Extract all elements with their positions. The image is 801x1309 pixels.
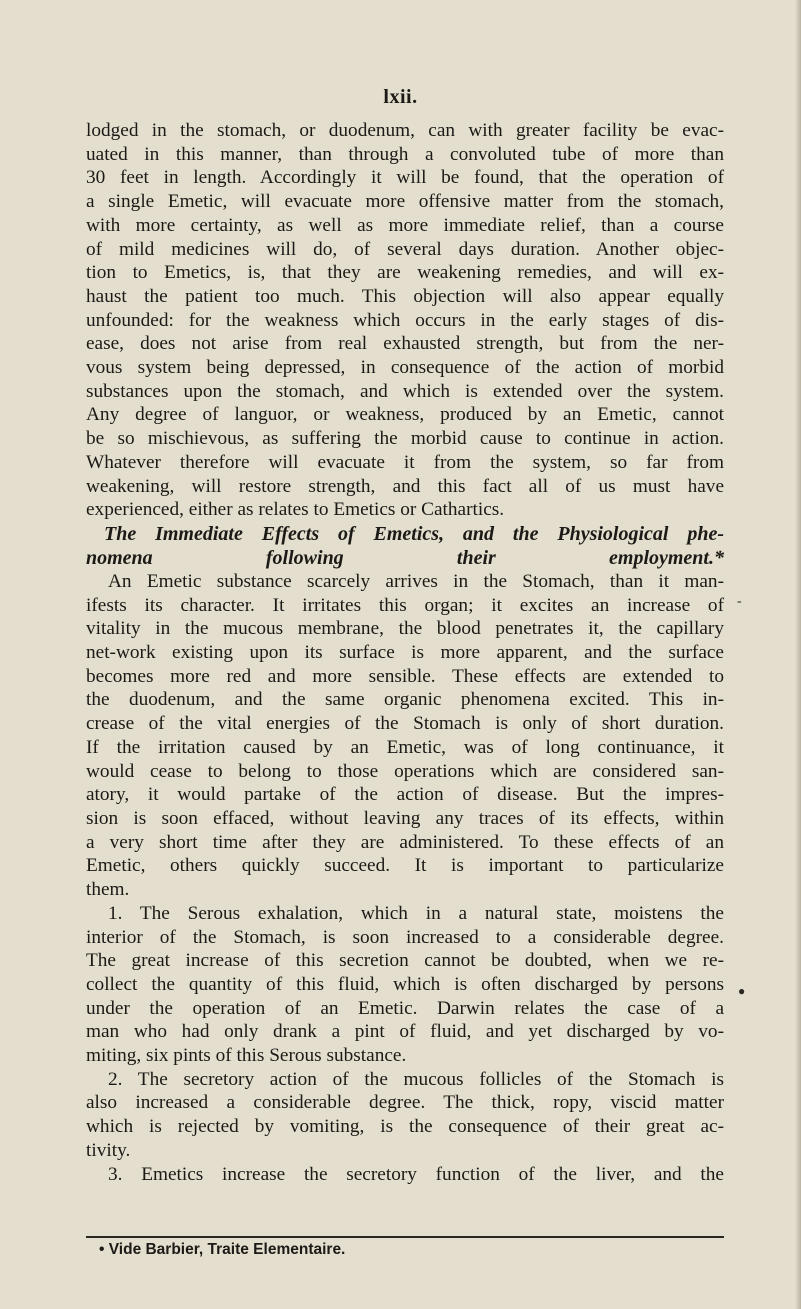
text-line: 1. The Serous exhalation, which in a natural state, moistens the (108, 902, 724, 924)
text-line: weakening, will restore strength, and this fact all of us must have (86, 475, 724, 497)
margin-dash-mark: - (737, 594, 742, 609)
text-line: interior of the Stomach, is soon increased to a considerable degree. (86, 926, 724, 948)
text-line: also increased a considerable degree. The thick, ropy, viscid matter (86, 1092, 724, 1114)
section-heading-line-2: nomena following their employment.* (86, 546, 724, 569)
text-line: lodged in the stomach, or duodenum, can with greater facility be evac- (86, 120, 724, 141)
page-number: lxii. (383, 86, 418, 108)
margin-dot-mark: ● (738, 984, 746, 998)
footnote-rule (86, 1236, 724, 1238)
text-line: The great increase of this secretion cannot be doubted, when we re- (86, 950, 724, 972)
text-line: tion to Emetics, is, that they are weakening remedies, and will ex- (86, 262, 724, 284)
text-line: substances upon the stomach, and which is extended over the system. (86, 380, 724, 402)
text-line: with more certainty, as well as more immediate relief, than a course (86, 214, 724, 236)
text-line: would cease to belong to those operations which are considered san- (86, 760, 724, 782)
text-line: man who had only drank a pint of fluid, and yet discharged by vo- (86, 1021, 724, 1043)
text-line: them. (86, 879, 130, 901)
text-line: haust the patient too much. This objection will also appear equally (86, 285, 724, 307)
text-line: If the irritation caused by an Emetic, was of long continuance, it (86, 736, 724, 758)
text-line: under the operation of an Emetic. Darwin relates the case of a (86, 997, 724, 1019)
footnote: • Vide Barbier, Traite Elementaire. (99, 1241, 346, 1258)
text-line: miting, six pints of this Serous substance. (86, 1045, 407, 1067)
text-line: uated in this manner, than through a convoluted tube of more than (86, 143, 724, 165)
text-line: ifests its character. It irritates this organ; it excites an increase of (86, 594, 724, 616)
paragraph-4 (86, 1068, 724, 1163)
text-line: the duodenum, and the same organic phenomena excited. This in- (86, 689, 724, 711)
page-edge-shadow (795, 0, 801, 1309)
text-line: 30 feet in length. Accordingly it will be found, that the operation of (86, 167, 724, 189)
text-line: atory, it would partake of the action of disease. But the impres- (86, 784, 724, 806)
text-line: which is rejected by vomiting, is the consequence of their great ac- (86, 1116, 724, 1138)
text-line: 2. The secretory action of the mucous follicles of the Stomach is (108, 1068, 724, 1090)
text-line: vous system being depressed, in consequence of the action of morbid (86, 357, 724, 379)
text-line: net-work existing upon its surface is more apparent, and the surface (86, 642, 724, 664)
text-line: Whatever therefore will evacuate it from the system, so far from (86, 451, 724, 473)
text-line: a very short time after they are administered. To these effects of an (86, 831, 724, 853)
text-line: collect the quantity of this fluid, which is often discharged by persons (86, 973, 724, 995)
text-line: crease of the vital energies of the Stomach is only of short duration. (86, 713, 724, 735)
text-line: experienced, either as relates to Emetics or Cathartics. (86, 499, 505, 521)
paragraph-3 (86, 902, 724, 1068)
text-line: ease, does not arise from real exhausted strength, but from the ner- (86, 333, 724, 355)
text-line: of mild medicines will do, of several days duration. Another objec- (86, 238, 724, 260)
text-line: tivity. (86, 1139, 131, 1161)
body-text (86, 119, 724, 1186)
text-line: Any degree of languor, or weakness, produced by an Emetic, cannot (86, 404, 724, 426)
text-line: becomes more red and more sensible. These effects are extended to (86, 665, 724, 687)
text-line: be so mischievous, as suffering the morbid cause to continue in action. (86, 428, 724, 450)
paragraph-1 (86, 119, 724, 522)
section-heading-line-1: The Immediate Effects of Emetics, and the Physiological phe- (104, 522, 724, 545)
text-line: vitality in the mucous membrane, the blood penetrates it, the capillary (86, 618, 724, 640)
text-line: a single Emetic, will evacuate more offensive matter from the stomach, (86, 191, 724, 213)
paragraph-2 (86, 570, 724, 902)
text-line: sion is soon effaced, without leaving any traces of its effects, within (86, 807, 724, 829)
text-line: 3. Emetics increase the secretory function of the liver, and the (108, 1163, 724, 1185)
paragraph-5 (86, 1163, 724, 1187)
text-line: An Emetic substance scarcely arrives in the Stomach, than it man- (108, 570, 724, 592)
text-line: unfounded: for the weakness which occurs in the early stages of dis- (86, 309, 724, 331)
text-line: Emetic, others quickly succeed. It is important to particularize (86, 855, 724, 877)
